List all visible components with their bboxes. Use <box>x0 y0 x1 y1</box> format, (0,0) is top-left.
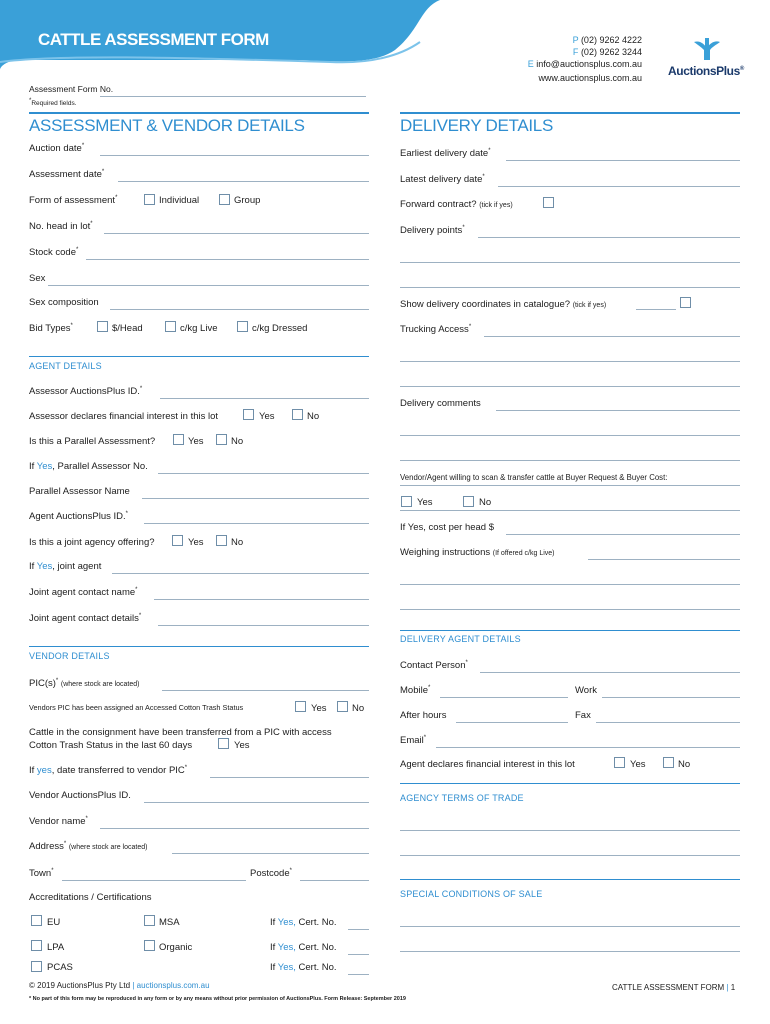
agent-details-rule <box>29 356 369 357</box>
fax-field[interactable] <box>596 722 740 723</box>
assessor-id-field[interactable] <box>160 398 369 399</box>
work-label: Work <box>575 685 597 696</box>
ckg-dressed-checkbox[interactable] <box>237 321 248 332</box>
latest-delivery-label: Latest delivery date* <box>400 174 485 186</box>
agency-terms-heading: AGENCY TERMS OF TRADE <box>400 793 524 803</box>
ckg-dressed-label: c/kg Dressed <box>252 323 308 334</box>
email[interactable]: E info@auctionsplus.com.au <box>527 59 642 69</box>
parallel-no-checkbox[interactable] <box>216 434 227 445</box>
joint-contact-name-label: Joint agent contact name* <box>29 587 138 599</box>
earliest-delivery-label: Earliest delivery date* <box>400 148 491 160</box>
sex-composition-field[interactable] <box>110 309 369 310</box>
agent-declares-label: Agent declares financial interest in this lot <box>400 759 575 770</box>
special-conditions-field-2[interactable] <box>400 951 740 952</box>
footer-site-link[interactable]: auctionsplus.com.au <box>136 981 210 990</box>
date-transferred-field[interactable] <box>210 777 369 778</box>
delivery-points-field-2[interactable] <box>400 262 740 263</box>
organic-cert-field[interactable] <box>348 954 369 955</box>
joint-yes-label: Yes <box>188 537 204 548</box>
pics-label: PIC(s)* (where stock are located) <box>29 678 140 690</box>
agent-declares-no-label: No <box>678 759 691 770</box>
individual-label: Individual <box>159 195 200 206</box>
delivery-comments-field-2[interactable] <box>400 435 740 436</box>
address-label: Address* (where stock are located) <box>29 841 148 853</box>
forward-contract-label: Forward contract? (tick if yes) <box>400 199 513 210</box>
per-head-label: $/Head <box>112 323 143 334</box>
weighing-field-2[interactable] <box>400 584 740 585</box>
vendor-scan-no-checkbox[interactable] <box>463 496 474 507</box>
msa-cert-label: If Yes, Cert. No. <box>270 917 337 928</box>
stock-code-label: Stock code* <box>29 247 79 259</box>
vendor-scan-label: Vendor/Agent willing to scan & transfer cattle at Buyer Request & Buyer Cost: <box>400 473 668 482</box>
group-checkbox[interactable] <box>219 194 230 205</box>
delivery-agent-heading: DELIVERY AGENT DETAILS <box>400 634 521 644</box>
delivery-comments-field-3[interactable] <box>400 460 740 461</box>
contact-person-label: Contact Person* <box>400 660 468 672</box>
parallel-yes-checkbox[interactable] <box>173 434 184 445</box>
agent-declares-no-checkbox[interactable] <box>663 757 674 768</box>
address-field[interactable] <box>172 853 369 854</box>
head-in-lot-label: No. head in lot* <box>29 221 93 233</box>
pcas-cert-label: If Yes, Cert. No. <box>270 962 337 973</box>
special-conditions-field[interactable] <box>400 926 740 927</box>
town-field[interactable] <box>62 880 246 881</box>
delivery-points-field-3[interactable] <box>400 287 740 288</box>
contact-person-field[interactable] <box>480 672 740 673</box>
weighing-field-3[interactable] <box>400 609 740 610</box>
special-conditions-heading: SPECIAL CONDITIONS OF SALE <box>400 889 543 899</box>
parallel-assessor-name-field[interactable] <box>142 498 369 499</box>
joint-yes-checkbox[interactable] <box>172 535 183 546</box>
parallel-question: Is this a Parallel Assessment? <box>29 436 156 447</box>
organic-cert-label: If Yes, Cert. No. <box>270 942 337 953</box>
sex-composition-label: Sex composition <box>29 297 99 308</box>
vendor-details-rule <box>29 646 369 647</box>
joint-contact-name-field[interactable] <box>154 599 369 600</box>
joint-agent-field[interactable] <box>112 573 369 574</box>
delivery-agent-rule <box>400 630 740 631</box>
pics-field[interactable] <box>162 690 369 691</box>
mobile-label: Mobile* <box>400 685 431 697</box>
cattle-transferred-line1: Cattle in the consignment have been transferred from a PIC with access <box>29 727 332 738</box>
website[interactable]: www.auctionsplus.com.au <box>538 73 642 83</box>
eu-label: EU <box>47 917 61 928</box>
parallel-assessor-name-label: Parallel Assessor Name <box>29 486 130 497</box>
cattle-transferred-line2: Cotton Trash Status in the last 60 days <box>29 740 193 751</box>
vendor-name-field[interactable] <box>100 828 369 829</box>
vendor-scan-yes-label: Yes <box>417 497 433 508</box>
email-field[interactable] <box>436 747 740 748</box>
copyright: © 2019 AuctionsPlus Pty Ltd | auctionsplus.com.au <box>29 981 210 990</box>
assessor-id-label: Assessor AuctionsPlus ID.* <box>29 386 143 398</box>
vendors-pic-yes-checkbox[interactable] <box>295 701 306 712</box>
cost-per-head-field[interactable] <box>506 534 740 535</box>
fax-label: Fax <box>575 710 591 721</box>
agent-id-field[interactable] <box>144 523 369 524</box>
msa-cert-field[interactable] <box>348 929 369 930</box>
vendor-scan-yes-checkbox[interactable] <box>401 496 412 507</box>
ckg-live-label: c/kg Live <box>180 323 218 334</box>
email-label: Email* <box>400 735 427 747</box>
sex-label: Sex <box>29 273 46 284</box>
delivery-details-heading: DELIVERY DETAILS <box>400 116 553 135</box>
left-top-rule <box>29 112 369 114</box>
assessor-declares-yes-label: Yes <box>259 411 275 422</box>
form-of-assessment-label: Form of assessment* <box>29 195 118 207</box>
postcode-label: Postcode* <box>250 868 292 880</box>
after-hours-label: After hours <box>400 710 447 721</box>
weighing-label: Weighing instructions (If offered c/kg Live) <box>400 547 555 558</box>
individual-checkbox[interactable] <box>144 194 155 205</box>
agent-declares-yes-label: Yes <box>630 759 646 770</box>
assessor-declares-label: Assessor declares financial interest in this lot <box>29 411 219 422</box>
msa-checkbox[interactable] <box>144 915 155 926</box>
vendors-pic-no-checkbox[interactable] <box>337 701 348 712</box>
parallel-assessor-no-label: If Yes, Parallel Assessor No. <box>29 461 148 472</box>
msa-label: MSA <box>159 917 180 928</box>
form-no-field[interactable] <box>100 96 366 97</box>
work-field[interactable] <box>602 697 740 698</box>
joint-no-label: No <box>231 537 244 548</box>
organic-label: Organic <box>159 942 193 953</box>
agent-id-label: Agent AuctionsPlus ID.* <box>29 511 128 523</box>
lpa-checkbox[interactable] <box>31 940 42 951</box>
latest-delivery-field[interactable] <box>498 186 740 187</box>
joint-agency-question: Is this a joint agency offering? <box>29 537 155 548</box>
assessor-declares-no-label: No <box>307 411 320 422</box>
date-transferred-label: If yes, date transferred to vendor PIC* <box>29 765 188 777</box>
logo-wordmark: AuctionsPlus® <box>668 64 744 78</box>
delivery-points-label: Delivery points* <box>400 225 465 237</box>
agent-details-heading: AGENT DETAILS <box>29 361 102 371</box>
cost-per-head-label: If Yes, cost per head $ <box>400 522 495 533</box>
pcas-label: PCAS <box>47 962 73 973</box>
footer-note: * No part of this form may be reproduced in any form or by any means without prior permission of AuctionsPlus. Form Release: September 2019 <box>29 996 406 1002</box>
vendor-scan-rule <box>400 485 740 486</box>
weighing-field[interactable] <box>588 559 740 560</box>
trucking-access-label: Trucking Access* <box>400 324 472 336</box>
sex-field[interactable] <box>48 285 369 286</box>
auction-date-label: Auction date* <box>29 143 85 155</box>
assessor-declares-no-checkbox[interactable] <box>292 409 303 420</box>
bid-types-label: Bid Types* <box>29 323 73 335</box>
vendors-pic-yes-label: Yes <box>311 703 327 714</box>
auction-date-field[interactable] <box>100 155 369 156</box>
agency-terms-field[interactable] <box>400 830 740 831</box>
joint-agent-label: If Yes, joint agent <box>29 561 102 572</box>
trucking-access-field-3[interactable] <box>400 386 740 387</box>
form-title: CATTLE ASSESSMENT FORM <box>38 30 269 49</box>
group-label: Group <box>234 195 261 206</box>
special-conditions-rule <box>400 879 740 880</box>
auctionsplus-logo-icon <box>690 38 724 64</box>
town-label: Town* <box>29 868 54 880</box>
form-no-label: Assessment Form No. <box>29 84 114 94</box>
pcas-cert-field[interactable] <box>348 974 369 975</box>
joint-contact-details-label: Joint agent contact details* <box>29 613 142 625</box>
delivery-comments-label: Delivery comments <box>400 398 481 409</box>
agency-terms-field-2[interactable] <box>400 855 740 856</box>
joint-contact-details-field[interactable] <box>158 625 369 626</box>
right-top-rule <box>400 112 740 114</box>
vendor-id-label: Vendor AuctionsPlus ID. <box>29 790 131 801</box>
vendor-name-label: Vendor name* <box>29 816 88 828</box>
footer-form-name: CATTLE ASSESSMENT FORM | 1 <box>612 983 736 992</box>
required-note: *Required fields. <box>29 98 77 108</box>
vendor-details-heading: VENDOR DETAILS <box>29 651 110 661</box>
trucking-access-field-2[interactable] <box>400 361 740 362</box>
show-coordinates-checkbox[interactable] <box>680 297 691 308</box>
assessor-declares-yes-checkbox[interactable] <box>243 409 254 420</box>
accreditations-label: Accreditations / Certifications <box>29 892 152 903</box>
cattle-transferred-yes-label: Yes <box>234 740 250 751</box>
pcas-checkbox[interactable] <box>31 961 42 972</box>
vendor-scan-no-label: No <box>479 497 492 508</box>
vendor-scan-rule-2 <box>400 510 740 511</box>
postcode-field[interactable] <box>300 880 369 881</box>
show-coordinates-line <box>636 309 676 310</box>
delivery-points-field[interactable] <box>478 237 740 238</box>
ckg-live-checkbox[interactable] <box>165 321 176 332</box>
eu-checkbox[interactable] <box>31 915 42 926</box>
delivery-comments-field[interactable] <box>496 410 740 411</box>
head-in-lot-field[interactable] <box>104 233 369 234</box>
trucking-access-field[interactable] <box>484 336 740 337</box>
vendors-pic-label: Vendors PIC has been assigned an Accessed Cotton Trash Status <box>29 703 244 712</box>
assessment-vendor-heading: ASSESSMENT & VENDOR DETAILS <box>29 116 305 135</box>
parallel-no-label: No <box>231 436 244 447</box>
phone: P (02) 9262 4222 <box>572 35 642 45</box>
assessment-date-field[interactable] <box>118 181 369 182</box>
show-coordinates-label: Show delivery coordinates in catalogue? (tick if yes) <box>400 299 607 310</box>
parallel-assessor-no-field[interactable] <box>158 473 369 474</box>
fax: F (02) 9262 3244 <box>572 47 642 57</box>
page-number: 1 <box>730 983 736 992</box>
earliest-delivery-field[interactable] <box>506 160 740 161</box>
agency-terms-rule <box>400 783 740 784</box>
vendor-id-field[interactable] <box>144 802 369 803</box>
joint-no-checkbox[interactable] <box>216 535 227 546</box>
forward-contract-checkbox[interactable] <box>543 197 554 208</box>
cattle-transferred-yes-checkbox[interactable] <box>218 738 229 749</box>
lpa-label: LPA <box>47 942 65 953</box>
after-hours-field[interactable] <box>456 722 568 723</box>
vendors-pic-no-label: No <box>352 703 365 714</box>
stock-code-field[interactable] <box>86 259 369 260</box>
organic-checkbox[interactable] <box>144 940 155 951</box>
per-head-checkbox[interactable] <box>97 321 108 332</box>
mobile-field[interactable] <box>440 697 568 698</box>
agent-declares-yes-checkbox[interactable] <box>614 757 625 768</box>
assessment-date-label: Assessment date* <box>29 169 105 181</box>
parallel-yes-label: Yes <box>188 436 204 447</box>
